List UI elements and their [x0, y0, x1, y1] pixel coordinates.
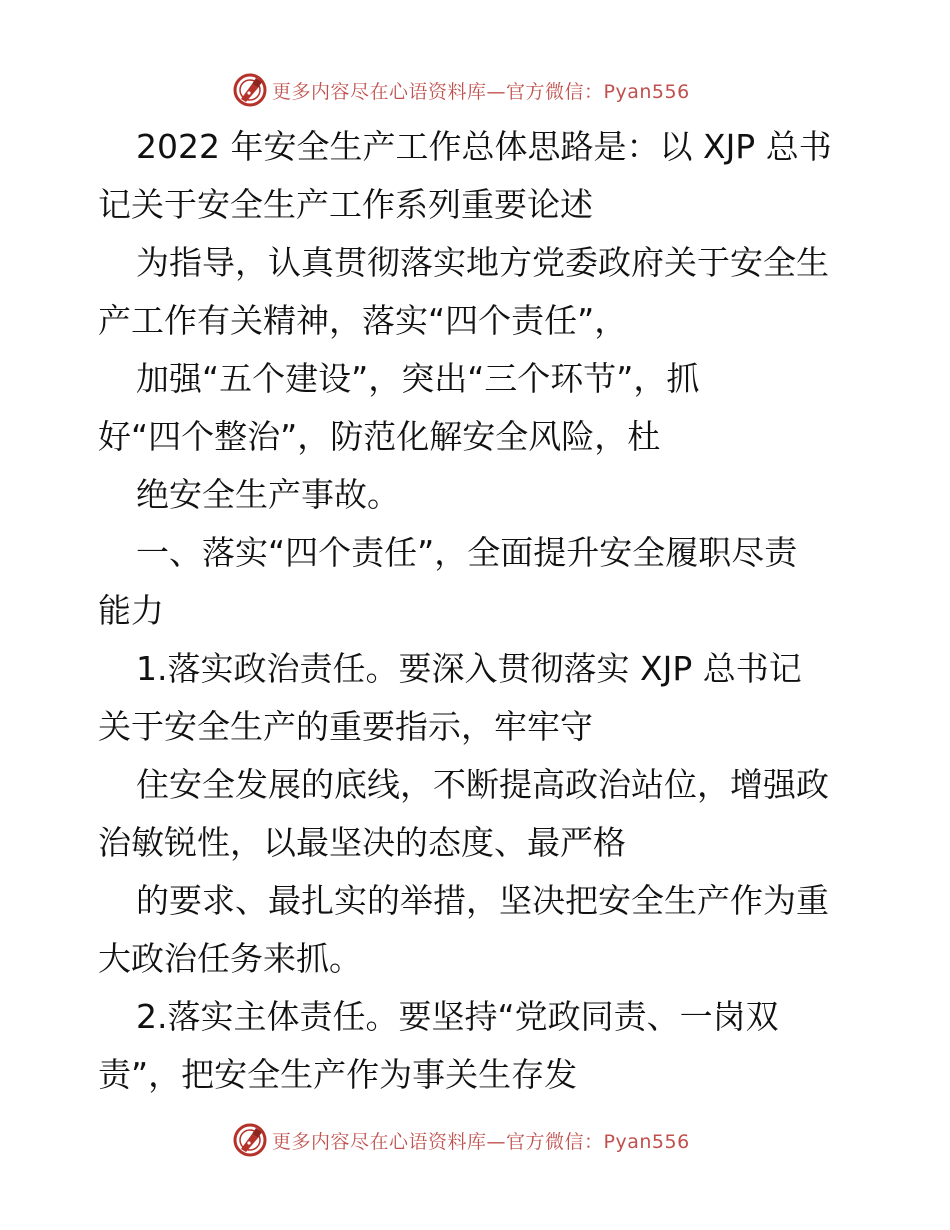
- body-line: 2022 年安全生产工作总体思路是：以 XJP 总书: [136, 127, 832, 166]
- document-body: [98, 118, 858, 1104]
- body-line: 治敏锐性，以最坚决的态度、最严格: [98, 823, 626, 862]
- body-line: 好“四个整治”，防范化解安全风险，杜: [98, 417, 661, 456]
- body-line: 1.落实政治责任。要深入贯彻落实 XJP 总书记: [136, 649, 802, 688]
- section-heading: 一、落实“四个责任”，全面提升安全履职尽责: [136, 533, 798, 572]
- body-line: 责”，把安全生产作为事关生存发: [98, 1055, 578, 1094]
- body-line: 2.落实主体责任。要坚持“党政同责、一岗双: [136, 997, 779, 1036]
- body-line: 记关于安全生产工作系列重要论述: [98, 185, 593, 224]
- body-line: 的要求、最扎实的举措，坚决把安全生产作为重: [136, 881, 829, 920]
- body-line: 加强“五个建设”，突出“三个环节”，抓: [136, 359, 700, 398]
- footer-banner: [232, 1120, 690, 1160]
- body-line: 关于安全生产的重要指示，牢牢守: [98, 707, 593, 746]
- footer-banner-text: 更多内容尽在心语资料库—官方微信：Pyan556: [272, 1130, 690, 1153]
- body-line: 绝安全生产事故。: [136, 475, 400, 514]
- section-heading-continued: 能力: [98, 591, 164, 630]
- body-line: 大政治任务来抓。: [98, 939, 362, 978]
- header-banner: [232, 70, 690, 110]
- pen-nib-logo-icon: [232, 72, 268, 108]
- body-line: 产工作有关精神，落实“四个责任”，: [98, 301, 628, 340]
- body-line: 为指导，认真贯彻落实地方党委政府关于安全生: [136, 243, 829, 282]
- header-banner-text: 更多内容尽在心语资料库—官方微信：Pyan556: [272, 80, 690, 103]
- body-line: 住安全发展的底线，不断提高政治站位，增强政: [136, 765, 829, 804]
- pen-nib-logo-icon: [232, 1122, 268, 1158]
